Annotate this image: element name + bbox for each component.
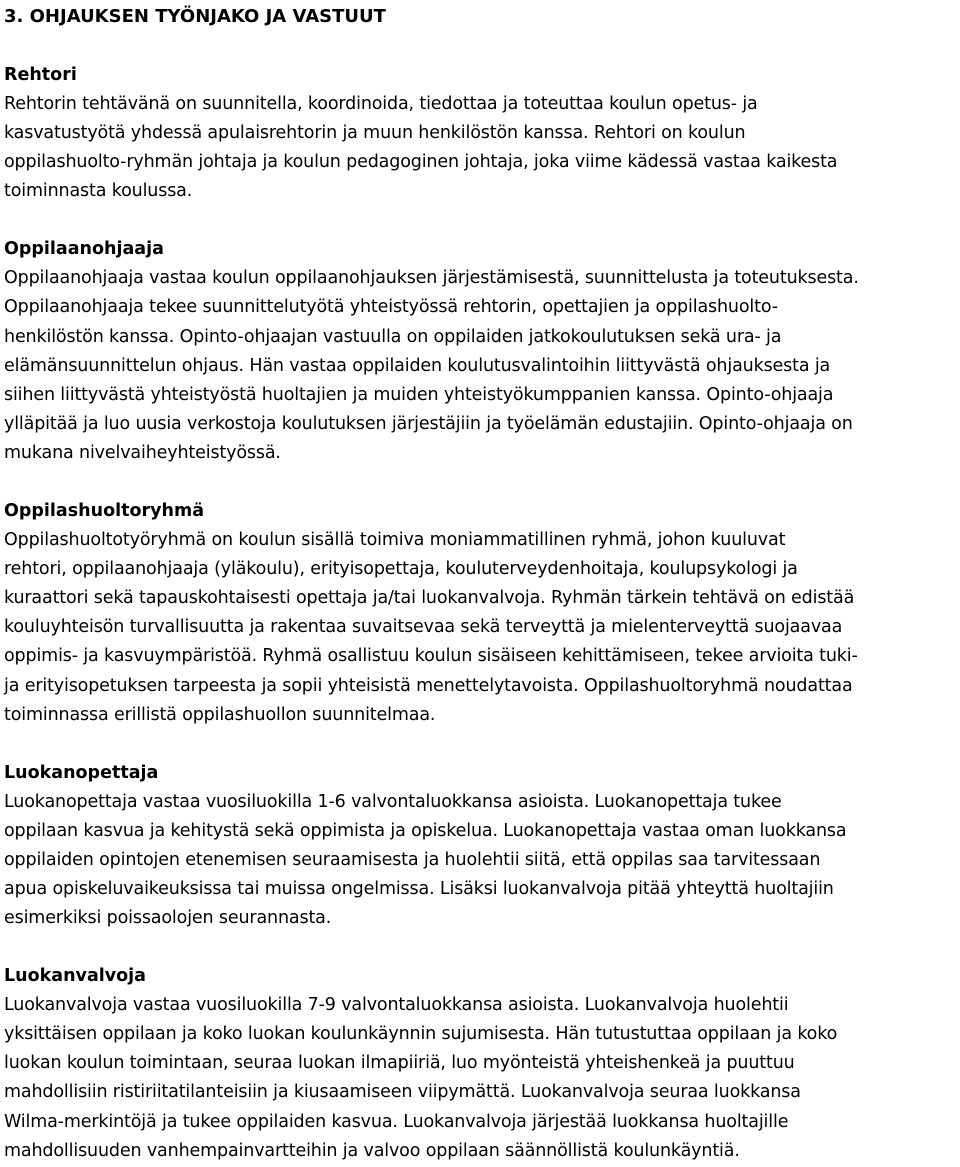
paragraph-line: Wilma-merkintöjä ja tukee oppilaiden kasvua. Luokanvalvoja järjestää luokkansa huoltajille [4, 1111, 789, 1132]
document-title: 3. OHJAUKSEN TYÖNJAKO JA VASTUUT [4, 6, 386, 27]
spacer [4, 32, 954, 61]
section-heading: Luokanvalvoja [4, 966, 146, 987]
section-heading: Oppilaanohjaaja [4, 239, 164, 260]
section-paragraph [4, 788, 954, 933]
paragraph-line: oppilashuolto-ryhmän johtaja ja koulun pedagoginen johtaja, joka viime kädessä vastaa kaikesta [4, 152, 838, 173]
section-paragraph [4, 90, 954, 206]
paragraph-line: rehtori, oppilaanohjaaja (yläkoulu), erityisopettaja, kouluterveydenhoitaja, koulupsykologi ja [4, 559, 798, 580]
document-page [4, 0, 954, 1166]
section-heading: Luokanopettaja [4, 762, 159, 783]
paragraph-line: ylläpitää ja luo uusia verkostoja koulutuksen järjestäjiin ja työelämän edustajiin. Opinto-ohjaaja on [4, 413, 853, 434]
paragraph-line: mahdollisuuden vanhempainvartteihin ja valvoo oppilaan säännöllistä koulunkäyntiä. [4, 1140, 740, 1161]
section-paragraph [4, 264, 954, 468]
section-heading: Oppilashuoltoryhmä [4, 501, 205, 522]
paragraph-line: kasvatustyötä yhdessä apulaisrehtorin ja muun henkilöstön kanssa. Rehtori on koulun [4, 123, 746, 144]
paragraph-line: toiminnassa erillistä oppilashuollon suunnitelmaa. [4, 704, 436, 725]
section-0 [4, 61, 954, 206]
section-3 [4, 759, 954, 933]
paragraph-line: esimerkiksi poissaolojen seurannasta. [4, 908, 332, 929]
section-heading: Rehtori [4, 65, 77, 85]
paragraph-line: mahdollisiin ristiriitatilanteisiin ja kiusaamiseen viipymättä. Luokanvalvoja seuraa luokkansa [4, 1082, 801, 1103]
spacer [4, 730, 954, 759]
section-4 [4, 962, 954, 1166]
paragraph-line: Luokanopettaja vastaa vuosiluokilla 1-6 valvontaluokkansa asioista. Luokanopettaja tukee [4, 791, 782, 812]
spacer [4, 468, 954, 497]
paragraph-line: apua opiskeluvaikeuksissa tai muissa ongelmissa. Lisäksi luokanvalvoja pitää yhteyttä huoltajiin [4, 878, 834, 899]
section-paragraph [4, 991, 954, 1166]
paragraph-line: oppimis- ja kasvuympäristöä. Ryhmä osallistuu koulun sisäiseen kehittämiseen, tekee arvioita tuki- [4, 646, 858, 667]
paragraph-line: kuraattori sekä tapauskohtaisesti opettaja ja/tai luokanvalvoja. Ryhmän tärkein tehtävä on edistää [4, 588, 855, 609]
paragraph-line: Rehtorin tehtävänä on suunnitella, koordinoida, tiedottaa ja toteuttaa koulun opetus- ja [4, 94, 758, 114]
paragraph-line: ja erityisopetuksen tarpeesta ja sopii yhteisistä menettelytavoista. Oppilashuoltoryhmä noudattaa [4, 675, 853, 696]
paragraph-line: Oppilashuoltotyöryhmä on koulun sisällä toimiva moniammatillinen ryhmä, johon kuuluvat [4, 530, 786, 551]
paragraph-line: elämänsuunnittelun ohjaus. Hän vastaa oppilaiden koulutusvalintoihin liittyvästä ohjauksesta ja [4, 355, 831, 376]
paragraph-line: toiminnasta koulussa. [4, 181, 193, 202]
paragraph-line: Luokanvalvoja vastaa vuosiluokilla 7-9 valvontaluokkansa asioista. Luokanvalvoja huolehtii [4, 995, 789, 1016]
paragraph-line: mukana nivelvaiheyhteistyössä. [4, 442, 281, 463]
paragraph-line: oppilaiden opintojen etenemisen seuraamisesta ja huolehtii siitä, että oppilas saa tarvitessaan [4, 849, 821, 870]
paragraph-line: luokan koulun toimintaan, seuraa luokan ilmapiiriä, luo myönteistä yhteishenkeä ja puuttuu [4, 1053, 795, 1074]
section-2 [4, 497, 954, 730]
paragraph-line: yksittäisen oppilaan ja koko luokan koulunkäynnin sujumisesta. Hän tutustuttaa oppilaan ja koko [4, 1024, 838, 1045]
paragraph-line: oppilaan kasvua ja kehitystä sekä oppimista ja opiskelua. Luokanopettaja vastaa oman luokkansa [4, 820, 847, 841]
section-1 [4, 235, 954, 468]
spacer [4, 206, 954, 235]
paragraph-line: Oppilaanohjaaja vastaa koulun oppilaanohjauksen järjestämisestä, suunnittelusta ja toteutuksesta. [4, 268, 859, 289]
paragraph-line: kouluyhteisön turvallisuutta ja rakentaa suvaitsevaa sekä terveyttä ja mielenterveyttä suojaavaa [4, 617, 843, 638]
spacer [4, 933, 954, 962]
paragraph-line: Oppilaanohjaaja tekee suunnittelutyötä yhteistyössä rehtorin, opettajien ja oppilashuolto- [4, 297, 778, 318]
section-paragraph [4, 526, 954, 730]
paragraph-line: siihen liittyvästä yhteistyöstä huoltajien ja muiden yhteistyökumppanien kanssa. Opinto-ohjaaja [4, 384, 834, 405]
paragraph-line: henkilöstön kanssa. Opinto-ohjaajan vastuulla on oppilaiden jatkokoulutuksen sekä ura- ja [4, 326, 782, 347]
sections-container [4, 61, 954, 1166]
